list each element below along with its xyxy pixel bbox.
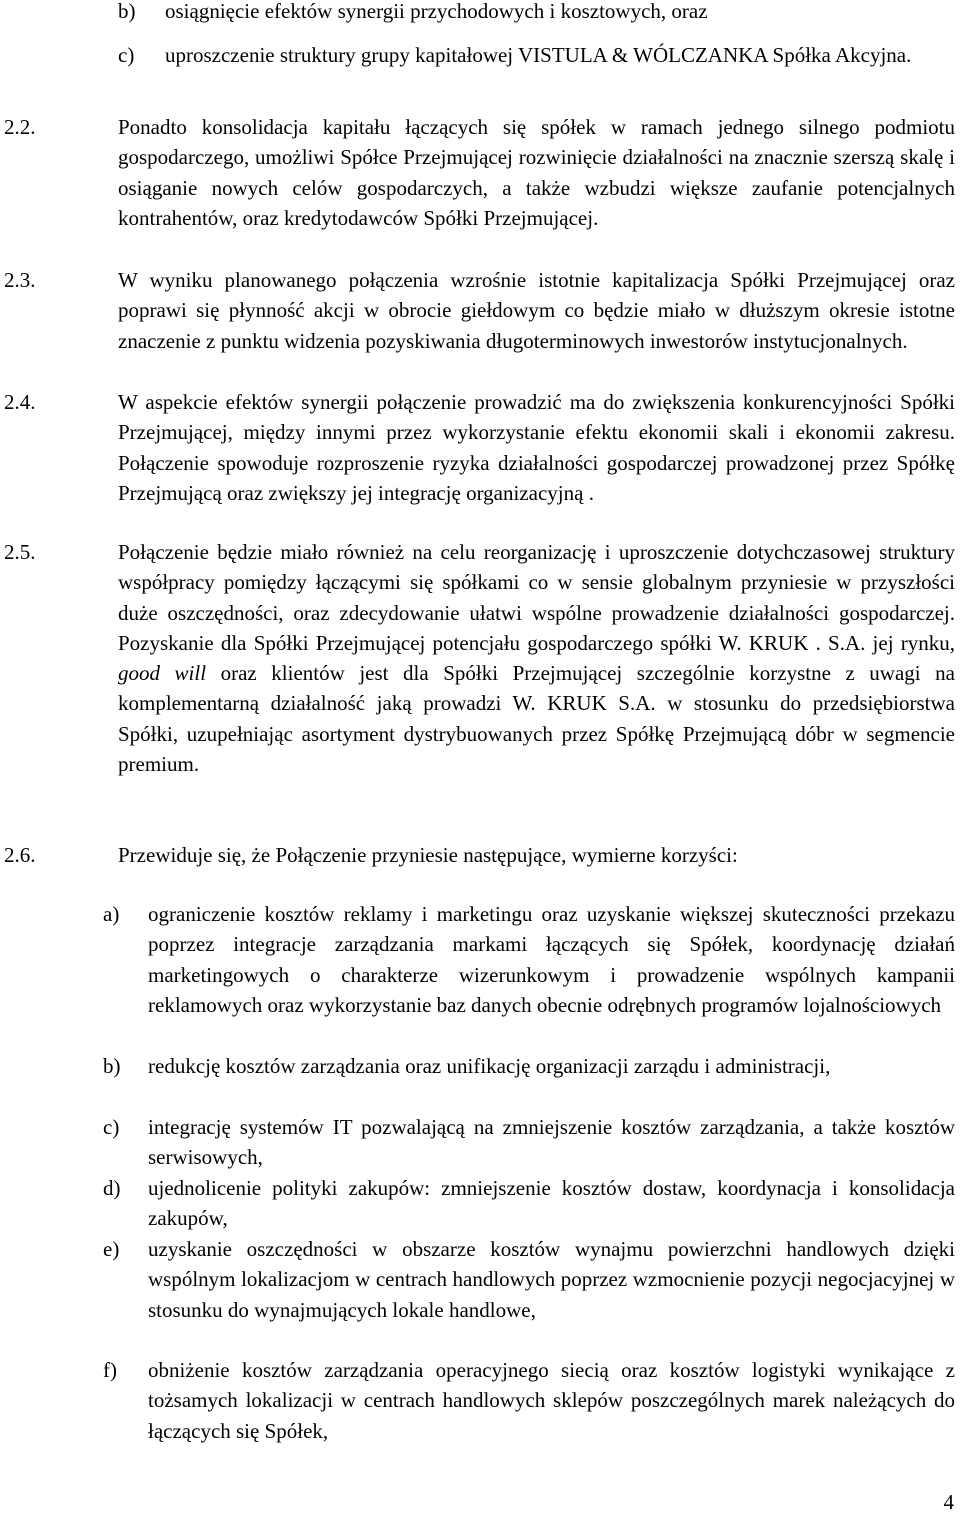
- good-will-italic: good will: [118, 661, 207, 686]
- benefit-text: ograniczenie kosztów reklamy i marketingu oraz uzyskanie większej skuteczności przekazu poprzez integracje zarządzania markami łączących się Spółek, koordynację działań marketingowych o charakterze wizerunkowym i prowadzenie wspólnych kampanii reklamowych oraz wykorzystanie baz danych obecnie odrębnych programów lojalnościowych: [148, 902, 955, 1017]
- benefit-text: obniżenie kosztów zarządzania operacyjnego siecią oraz kosztów logistyki wynikające z tożsamych lokalizacji w centrach handlowych sklepów poszczególnych marek należących do łączących się Spółek,: [148, 1358, 955, 1443]
- benefit-text: integrację systemów IT pozwalającą na zmniejszenie kosztów zarządzania, a także kosztów serwisowych,: [148, 1115, 955, 1170]
- section-number: 2.3.: [4, 268, 36, 292]
- section-2-5-text-part1: Połączenie będzie miało również na celu reorganizację i uproszczenie dotychczasowej struktury współpracy pomiędzy łączącymi się spółkami co w sensie globalnym przyniesie w przyszłości duże oszczędności, oraz zdecydowanie ułatwi wspólne prowadzenie działalności gospodarczej. Pozyskanie dla Spółki Przejmującej potencjału gospodarczego spółki W. KRUK . S.A. jej rynku,: [118, 540, 955, 655]
- intro-item-c-label: c): [118, 43, 135, 67]
- benefit-label: f): [103, 1358, 117, 1382]
- benefit-label: a): [103, 902, 120, 926]
- section-number: 2.5.: [4, 540, 36, 564]
- page-number: 4: [943, 1490, 954, 1514]
- section-2-4-text: W aspekcie efektów synergii połączenie prowadzić ma do zwiększenia konkurencyjności Spółki Przejmującej, między innymi przez wykorzystanie efektu ekonomii skali i ekonomii zakresu. Połączenie spowoduje rozproszenie ryzyka działalności gospodarczej prowadzonej przez Spółkę Przejmującą oraz zwiększy jej integrację organizacyjną .: [118, 390, 955, 505]
- section-2-5-text: [118, 537, 955, 779]
- section-2-6-text: Przewiduje się, że Połączenie przyniesie następujące, wymierne korzyści:: [118, 843, 738, 867]
- section-2-2-text: Ponadto konsolidacja kapitału łączących się spółek w ramach jednego silnego podmiotu gospodarczego, umożliwi Spółce Przejmującej rozwinięcie działalności na znacznie szerszą skalę i osiąganie nowych celów gospodarczych, a także wzbudzi większe zaufanie potencjalnych kontrahentów, oraz kredytodawców Spółki Przejmującej.: [118, 115, 955, 230]
- section-number: 2.2.: [4, 115, 36, 139]
- benefit-text: redukcję kosztów zarządzania oraz unifikację organizacji zarządu i administracji,: [148, 1054, 831, 1078]
- section-number: 2.4.: [4, 390, 36, 414]
- intro-item-c-text: uproszczenie struktury grupy kapitałowej VISTULA & WÓLCZANKA Spółka Akcyjna.: [165, 43, 912, 67]
- section-number: 2.6.: [4, 843, 36, 867]
- benefit-label: d): [103, 1176, 121, 1200]
- section-2-3-text: W wyniku planowanego połączenia wzrośnie istotnie kapitalizacja Spółki Przejmującej oraz poprawi się płynność akcji w obrocie giełdowym co będzie miało w dłuższym okresie istotne znaczenie z punktu widzenia pozyskiwania długoterminowych inwestorów instytucjonalnych.: [118, 268, 955, 353]
- benefit-text: uzyskanie oszczędności w obszarze kosztów wynajmu powierzchni handlowych dzięki wspólnym lokalizacjom w centrach handlowych poprzez wzmocnienie pozycji negocjacyjnej w stosunku do wynajmujących lokale handlowe,: [148, 1237, 955, 1322]
- benefit-label: b): [103, 1054, 121, 1078]
- section-2-5-text-part2: oraz klientów jest dla Spółki Przejmującej szczególnie korzystne z uwagi na komplementarną działalność jaką prowadzi W. KRUK S.A. w stosunku do przedsiębiorstwa Spółki, uzupełniając asortyment dystrybuowanych przez Spółkę Przejmującą dóbr w segmencie premium.: [118, 661, 955, 777]
- benefit-label: e): [103, 1237, 120, 1261]
- benefit-label: c): [103, 1115, 120, 1139]
- intro-item-b-label: b): [118, 0, 136, 23]
- benefit-text: ujednolicenie polityki zakupów: zmniejszenie kosztów dostaw, koordynacja i konsolidacja zakupów,: [148, 1176, 955, 1231]
- intro-item-b-text: osiągnięcie efektów synergii przychodowych i kosztowych, oraz: [165, 0, 708, 23]
